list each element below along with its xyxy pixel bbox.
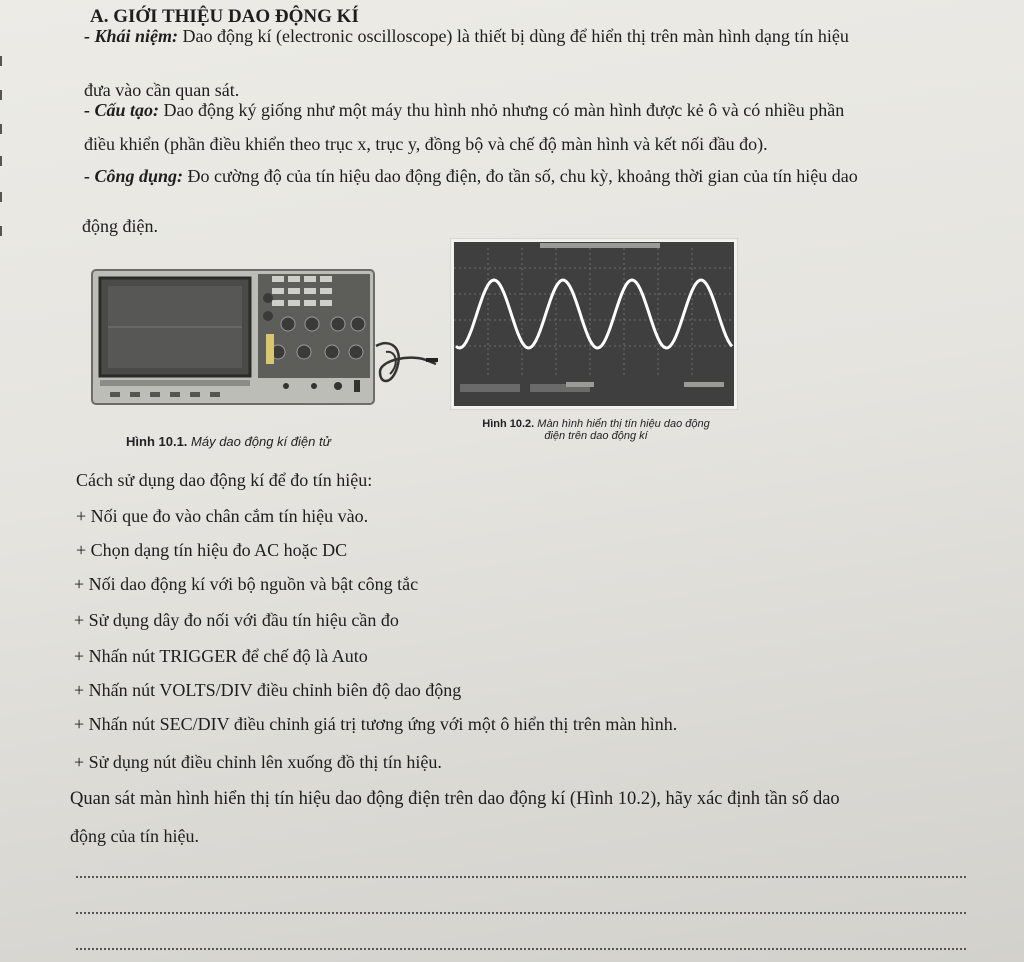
figure-1-text: Máy dao động kí điện tử xyxy=(187,434,331,449)
margin-mark xyxy=(0,124,8,134)
step-item: + Sử dụng dây đo nối với đầu tín hiệu cần đo xyxy=(74,610,399,630)
step-item: + Nhấn nút TRIGGER để chế độ là Auto xyxy=(74,646,368,666)
figure-2-number: Hình 10.2. xyxy=(482,418,535,430)
margin-mark xyxy=(0,90,8,100)
probe-cable xyxy=(376,343,436,381)
answer-line[interactable] xyxy=(76,876,966,878)
answer-line[interactable] xyxy=(76,912,966,914)
concept-line-1 xyxy=(84,26,849,48)
usage-text: Đo cường độ của tín hiệu dao động điện, đo tần số, chu kỳ, khoảng thời gian của tín hiệu dao xyxy=(183,166,858,186)
step-item: + Chọn dạng tín hiệu đo AC hoặc DC xyxy=(76,540,348,560)
margin-mark xyxy=(0,226,8,236)
section-title: A. GIỚI THIỆU DAO ĐỘNG KÍ xyxy=(90,6,359,27)
step-item: + Nhấn nút SEC/DIV điều chỉnh giá trị tương ứng với một ô hiển thị trên màn hình. xyxy=(74,714,678,734)
figure-1-number: Hình 10.1. xyxy=(126,434,188,449)
instructions-title: Cách sử dụng dao động kí để đo tín hiệu: xyxy=(76,470,373,490)
answer-line[interactable] xyxy=(76,948,966,950)
oscilloscope-device-image xyxy=(90,268,440,414)
structure-line-1 xyxy=(84,100,844,122)
usage-line-2: động điện. xyxy=(82,216,158,236)
step-item: + Nối que đo vào chân cắm tín hiệu vào. xyxy=(76,506,369,526)
concept-label: - Khái niệm: xyxy=(84,26,179,46)
figure-2-text-2: điện trên dao động kí xyxy=(544,429,648,442)
margin-mark xyxy=(0,156,8,166)
step-item: + Nhấn nút VOLTS/DIV điều chỉnh biên độ dao động xyxy=(74,680,462,700)
structure-text: Dao động ký giống như một máy thu hình nhỏ nhưng có màn hình được kẻ ô và có nhiều phần xyxy=(159,100,845,120)
margin-mark xyxy=(0,56,8,66)
oscilloscope-screen-image xyxy=(450,238,738,410)
usage-line-1 xyxy=(84,166,858,188)
concept-line-2: đưa vào cần quan sát. xyxy=(84,80,240,100)
figure-1-caption xyxy=(126,434,331,449)
structure-label: - Cấu tạo: xyxy=(84,100,160,120)
figure-2-caption xyxy=(456,419,736,442)
structure-line-2: điều khiển (phần điều khiển theo trục x, trục y, đồng bộ và chế độ màn hình và kết nối đầu đo). xyxy=(84,134,768,154)
figure-2-text-1: Màn hình hiển thị tín hiệu dao động xyxy=(534,418,710,430)
step-item: + Nối dao động kí với bộ nguồn và bật công tắc xyxy=(74,574,419,594)
usage-label: - Công dụng: xyxy=(84,166,184,186)
concept-text: Dao động kí (electronic oscilloscope) là thiết bị dùng để hiển thị trên màn hình dạng tín hiệu xyxy=(178,26,849,46)
question-line-1: Quan sát màn hình hiển thị tín hiệu dao động điện trên dao động kí (Hình 10.2), hãy xác định tần số dao xyxy=(70,789,840,809)
margin-mark xyxy=(0,192,8,202)
question-line-2: động của tín hiệu. xyxy=(70,826,199,846)
step-item: + Sử dụng nút điều chỉnh lên xuống đồ thị tín hiệu. xyxy=(74,752,442,772)
